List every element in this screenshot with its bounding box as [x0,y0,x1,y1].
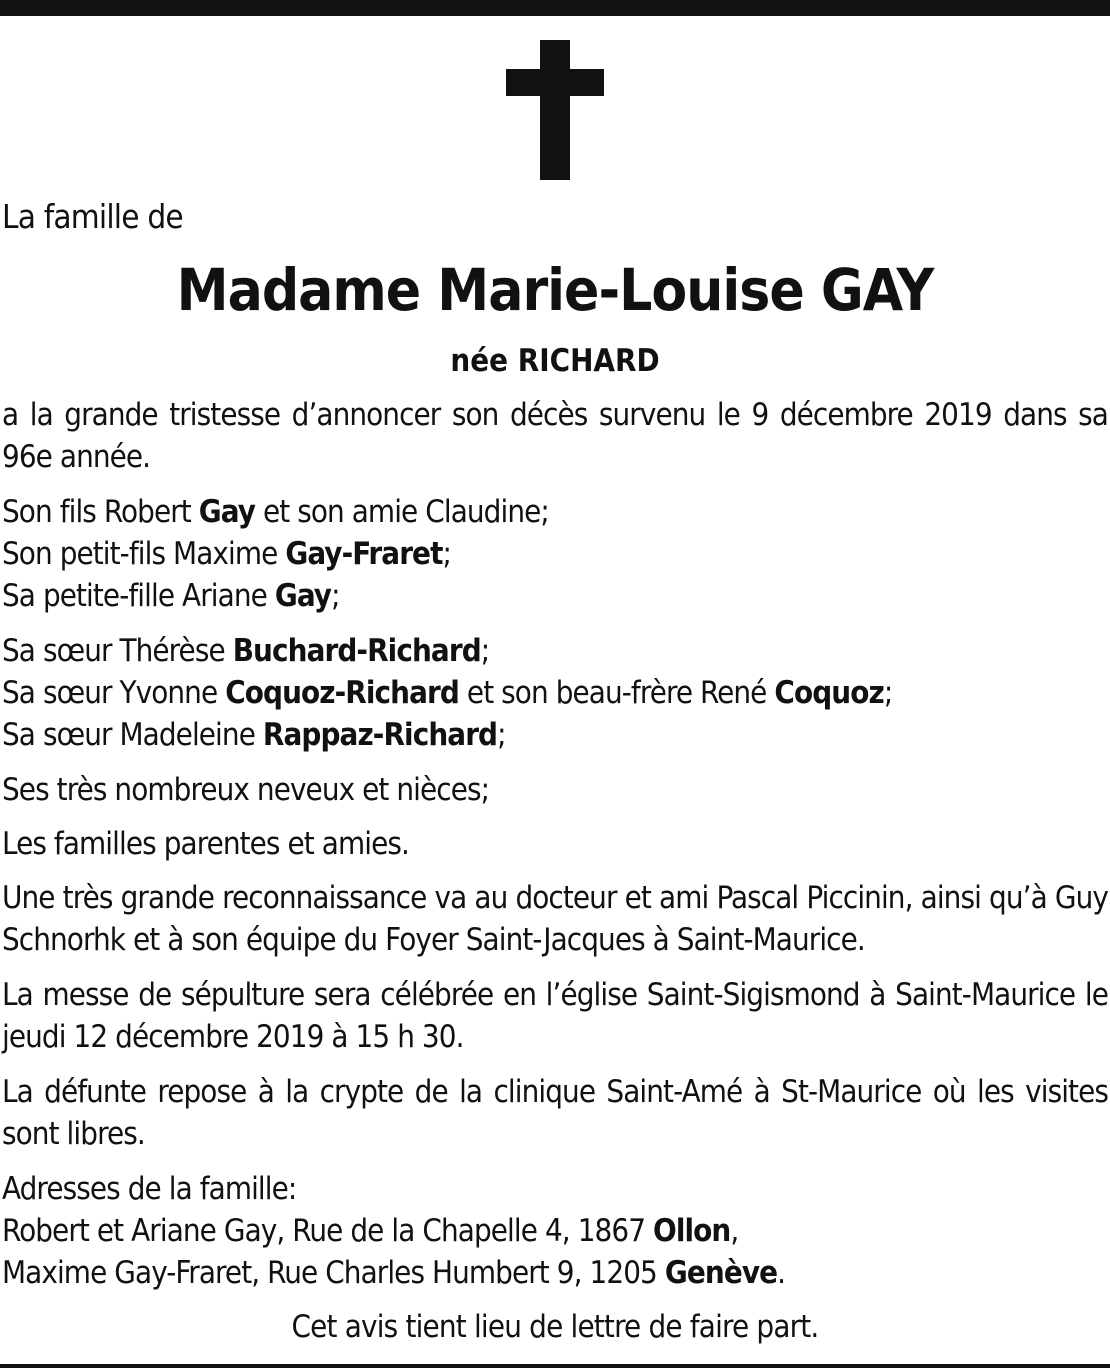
closing-note: Cet avis tient lieu de lettre de faire part. [291,1309,819,1345]
announcement: a la grande tristesse d’annoncer son décès survenu le 9 décembre 2019 dans sa 96e année. [2,397,1108,475]
family-group-2 [2,630,1108,756]
funeral-paragraph: La messe de sépulture sera célébrée en l’église Saint-Sigismond à Saint-Maurice le jeudi 12 décembre 2019 à 15 h 30. [2,977,1108,1055]
thanks-paragraph: Une très grande reconnaissance va au docteur et ami Pascal Piccinin, ainsi qu’à Guy Schnorhk et à son équipe du Foyer Saint-Jacques à Saint-Maurice. [2,880,1108,958]
viewing-paragraph: La défunte repose à la crypte de la clinique Saint-Amé à St-Maurice où les visites sont libres. [2,1074,1108,1152]
cross-icon [506,40,604,180]
intro-text: La famille de [2,197,183,236]
family-line: Sa sœur Thérèse Buchard-Richard; [2,633,490,669]
top-rule [0,0,1110,16]
family-line: Sa sœur Madeleine Rappaz-Richard; [2,717,506,753]
family-line: Son petit-fils Maxime Gay-Fraret; [2,536,452,572]
address-line: Maxime Gay-Fraret, Rue Charles Humbert 9, 1205 Genève. [2,1255,786,1291]
maiden-name: née RICHARD [450,343,660,379]
deceased-name: Madame Marie-Louise GAY [176,256,934,324]
families-line: Les familles parentes et amies. [2,826,409,862]
address-line: Robert et Ariane Gay, Rue de la Chapelle 4, 1867 Ollon, [2,1213,739,1249]
bottom-rule [0,1364,1110,1368]
family-line: Son fils Robert Gay et son amie Claudine; [2,494,549,530]
family-line: Sa sœur Yvonne Coquoz-Richard et son beau-frère René Coquoz; [2,675,893,711]
addresses-heading: Adresses de la famille: [2,1171,297,1207]
addresses-block [2,1168,1108,1294]
nephews-line: Ses très nombreux neveux et nièces; [2,772,490,808]
family-line: Sa petite-fille Ariane Gay; [2,578,340,614]
family-group-1 [2,491,1108,617]
